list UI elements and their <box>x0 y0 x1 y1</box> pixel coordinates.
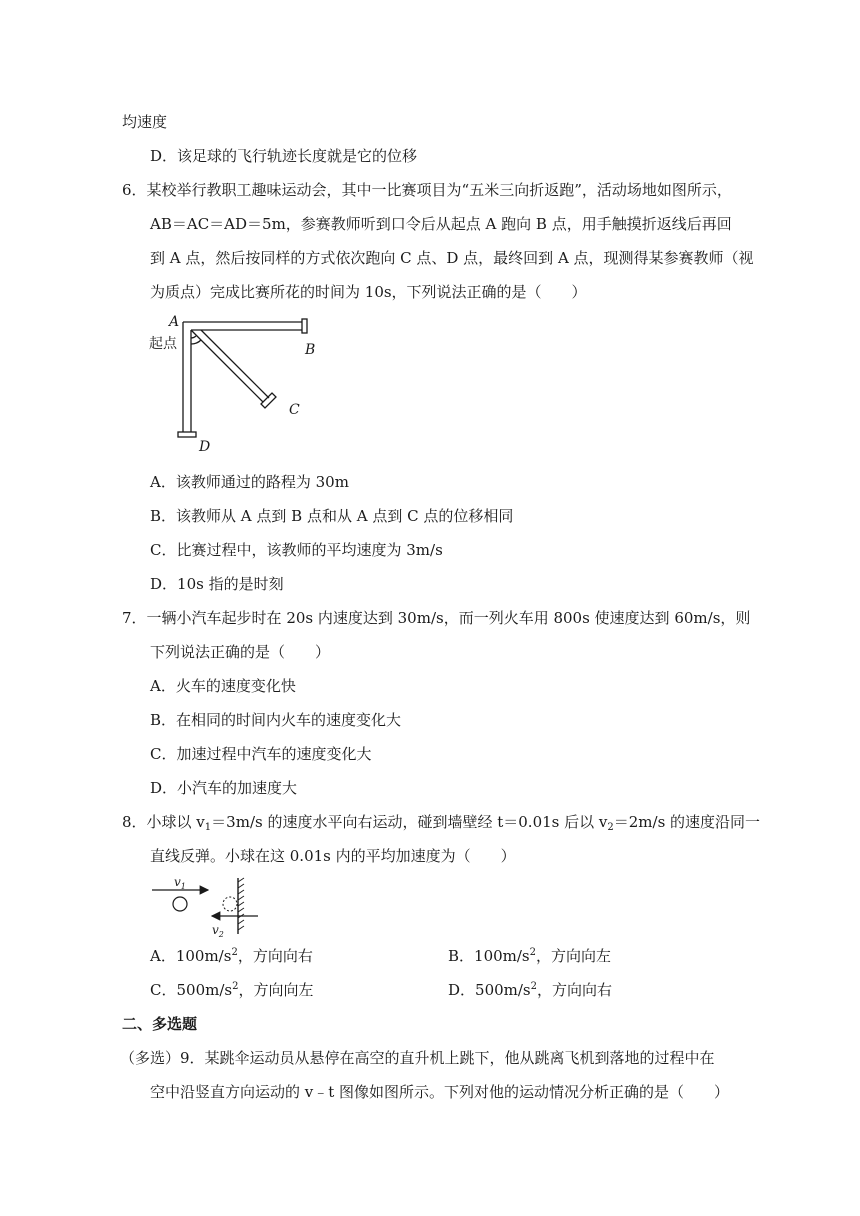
q7-option-a: A．火车的速度变化快 <box>150 677 296 695</box>
q6-stem-line-2: AB＝AC＝AD＝5m，参赛教师听到口令后从起点 A 跑向 B 点，用手触摸折返线后再回 <box>150 215 732 233</box>
q6-label-d: D <box>199 439 211 455</box>
q6-label-c: C <box>289 402 300 418</box>
q9-stem-line-2: 空中沿竖直方向运动的 v﹣t 图像如图所示。下列对他的运动情况分析正确的是（ ） <box>150 1083 730 1101</box>
q8-option-c: C．$500m/s^2$，方向向左 <box>150 981 314 999</box>
q7-stem-line-1: 7．一辆小汽车起步时在 20s 内速度达到 30m/s，而一列火车用 800s 使速度达到 60m/s，则 <box>122 609 751 627</box>
q8-ball <box>173 897 187 911</box>
q9-stem-line-1: （多选）9．某跳伞运动员从悬停在高空的直升机上跳下，他从跳离飞机到落地的过程中在 <box>120 1049 715 1067</box>
q6-option-c: C．比赛过程中，该教师的平均速度为 3m/s <box>150 541 443 559</box>
q8-v1-label: $v_1$ <box>174 875 186 891</box>
q6-stem-line-4: 为质点）完成比赛所花的时间为 10s，下列说法正确的是（ ） <box>150 283 587 301</box>
q6-field-diagram <box>145 310 335 460</box>
q8-option-b: B．$100m/s^2$，方向向左 <box>448 947 612 965</box>
q7-option-c: C．加速过程中汽车的速度变化大 <box>150 745 372 763</box>
q8-option-d: D．$500m/s^2$，方向向右 <box>448 981 613 999</box>
q8-ball-wall-diagram <box>148 868 268 938</box>
q8-option-a: A．$100m/s^2$，方向向右 <box>150 947 313 965</box>
q5-stem-continuation: 均速度 <box>122 113 168 131</box>
q6-option-a: A．该教师通过的路程为 30m <box>150 473 349 491</box>
q6-option-b: B．该教师从 A 点到 B 点和从 A 点到 C 点的位移相同 <box>150 507 514 525</box>
q6-stem-line-3: 到 A 点，然后按同样的方式依次跑向 C 点、D 点，最终回到 A 点，现测得某参赛教师（视 <box>150 249 754 267</box>
q8-ball-at-wall <box>223 897 237 911</box>
q7-stem-line-2: 下列说法正确的是（ ） <box>150 643 331 661</box>
q8-stem-line-2: 直线反弹。小球在这 0.01s 内的平均加速度为（ ） <box>150 847 516 865</box>
q6-stem-line-1: 6．某校举行教职工趣味运动会，其中一比赛项目为“五米三向折返跑”，活动场地如图所示， <box>122 181 732 199</box>
q6-label-b: B <box>305 342 316 358</box>
q8-stem-line-1: 8．小球以 $v_1=3m/s$ 的速度水平向右运动，碰到墙壁经 t＝0.01s 后以 $v_2=2m/s$ 的速度沿同一 <box>122 813 761 833</box>
section-heading-multiple-choice: 二、多选题 <box>122 1015 198 1033</box>
q6-option-d: D．10s 指的是时刻 <box>150 575 284 593</box>
q5-option-d: D．该足球的飞行轨迹长度就是它的位移 <box>150 147 418 165</box>
q8-v2-label: $v_2$ <box>212 923 224 938</box>
q7-option-d: D．小汽车的加速度大 <box>150 779 298 797</box>
q6-label-a: A <box>169 314 180 330</box>
q6-label-start: 起点 <box>149 336 177 352</box>
q7-option-b: B．在相同的时间内火车的速度变化大 <box>150 711 402 729</box>
